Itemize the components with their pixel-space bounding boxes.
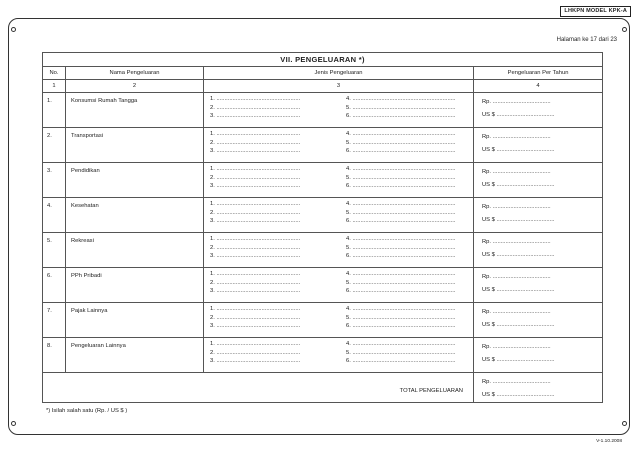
binder-hole-icon: [11, 27, 16, 32]
amount-usd-field[interactable]: US $ ....................................: [482, 322, 555, 328]
expense-type-line[interactable]: 5. ................................................................: [346, 104, 456, 111]
expense-type-line[interactable]: 3. ....................................................: [210, 253, 301, 260]
expense-type-line[interactable]: 1. ....................................................: [210, 201, 301, 207]
amount-usd-field[interactable]: US $ ....................................: [482, 217, 555, 223]
annual-amount-cell: [474, 128, 603, 163]
table-row: [43, 93, 603, 128]
expense-name: PPh Pribadi: [66, 268, 204, 303]
expense-types-cell: [204, 163, 474, 198]
column-header-type: Jenis Pengeluaran: [204, 67, 474, 80]
expense-type-line[interactable]: 1. ....................................................: [210, 166, 301, 172]
expense-type-line[interactable]: 4. ................................................................: [346, 166, 456, 172]
expense-type-line[interactable]: 3. ....................................................: [210, 323, 301, 330]
row-number: 6.: [43, 268, 66, 303]
row-number: 3.: [43, 163, 66, 198]
table-row: [43, 128, 603, 163]
annual-amount-cell: [474, 198, 603, 233]
expense-type-line[interactable]: 2. ....................................................: [210, 244, 301, 251]
expense-type-line[interactable]: 4. ................................................................: [346, 131, 456, 137]
amount-rp-field[interactable]: Rp. ....................................: [482, 344, 551, 350]
section-title-row: [43, 53, 603, 67]
expense-type-line[interactable]: 6. ................................................................: [346, 253, 456, 260]
expense-name: Konsumsi Rumah Tangga: [66, 93, 204, 128]
binder-hole-icon: [11, 421, 16, 426]
table-row: [43, 338, 603, 373]
amount-usd-field[interactable]: US $ ....................................: [482, 112, 555, 118]
expense-type-line[interactable]: 4. ................................................................: [346, 96, 456, 102]
total-row: [43, 373, 603, 403]
column-header-annual: Pengeluaran Per Tahun: [474, 67, 603, 80]
page-number: Halaman ke 17 dari 23: [556, 37, 617, 43]
column-number: 4: [474, 80, 603, 93]
column-header-name: Nama Pengeluaran: [66, 67, 204, 80]
table-row: [43, 233, 603, 268]
annual-amount-cell: [474, 163, 603, 198]
expense-type-line[interactable]: 3. ....................................................: [210, 113, 301, 120]
expense-type-line[interactable]: 5. ................................................................: [346, 209, 456, 216]
expense-type-line[interactable]: 4. ................................................................: [346, 236, 456, 242]
expense-type-line[interactable]: 1. ....................................................: [210, 236, 301, 242]
expense-types-cell: [204, 128, 474, 163]
expense-type-line[interactable]: 6. ................................................................: [346, 288, 456, 295]
row-number: 4.: [43, 198, 66, 233]
amount-usd-field[interactable]: US $ ....................................: [482, 182, 555, 188]
annual-amount-cell: [474, 303, 603, 338]
expense-name: Pengeluaran Lainnya: [66, 338, 204, 373]
version-code: V-1.10.2008: [596, 439, 622, 444]
form-model-badge: LHKPN MODEL KPK-A: [560, 6, 631, 17]
expense-type-line[interactable]: 2. ....................................................: [210, 104, 301, 111]
expense-type-line[interactable]: 4. ................................................................: [346, 341, 456, 347]
table-row: [43, 268, 603, 303]
expense-type-line[interactable]: 1. ....................................................: [210, 306, 301, 312]
expense-type-line[interactable]: 5. ................................................................: [346, 244, 456, 251]
expense-type-line[interactable]: 1. ....................................................: [210, 96, 301, 102]
annual-amount-cell: [474, 93, 603, 128]
expense-type-line[interactable]: 5. ................................................................: [346, 139, 456, 146]
expense-types-cell: [204, 338, 474, 373]
column-number: 1: [43, 80, 66, 93]
annual-amount-cell: [474, 233, 603, 268]
expense-type-line[interactable]: 2. ....................................................: [210, 279, 301, 286]
amount-usd-field[interactable]: US $ ....................................: [482, 252, 555, 258]
column-header-no: No.: [43, 67, 66, 80]
expense-types-cell: [204, 198, 474, 233]
annual-amount-cell: [474, 338, 603, 373]
amount-rp-field[interactable]: Rp. ....................................: [482, 239, 551, 245]
binder-hole-icon: [622, 27, 627, 32]
expense-type-line[interactable]: 3. ....................................................: [210, 183, 301, 190]
expenditure-table: [42, 52, 603, 403]
amount-rp-field[interactable]: Rp. ....................................: [482, 134, 551, 140]
expense-type-line[interactable]: 4. ................................................................: [346, 306, 456, 312]
column-number: 2: [66, 80, 204, 93]
expense-type-line[interactable]: 3. ....................................................: [210, 148, 301, 155]
expense-type-line[interactable]: 6. ................................................................: [346, 183, 456, 190]
expense-type-line[interactable]: 6. ................................................................: [346, 323, 456, 330]
total-amount-cell: [474, 373, 603, 403]
expense-type-line[interactable]: 5. ................................................................: [346, 279, 456, 286]
amount-usd-field[interactable]: US $ ....................................: [482, 287, 555, 293]
expense-type-line[interactable]: 1. ....................................................: [210, 271, 301, 277]
row-number: 5.: [43, 233, 66, 268]
amount-rp-field[interactable]: Rp. ....................................: [482, 99, 551, 105]
section-title: VII. PENGELUARAN *): [43, 53, 603, 67]
annual-amount-cell: [474, 268, 603, 303]
expense-type-line[interactable]: 5. ................................................................: [346, 314, 456, 321]
amount-usd-field[interactable]: US $ ....................................: [482, 357, 555, 363]
expense-types-cell: [204, 93, 474, 128]
row-number: 1.: [43, 93, 66, 128]
row-number: 7.: [43, 303, 66, 338]
expense-type-line[interactable]: 6. ................................................................: [346, 358, 456, 365]
expense-name: Pendidikan: [66, 163, 204, 198]
expense-name: Transportasi: [66, 128, 204, 163]
expense-types-cell: [204, 233, 474, 268]
expense-name: Rekreasi: [66, 233, 204, 268]
expense-type-line[interactable]: 2. ....................................................: [210, 139, 301, 146]
expense-name: Kesehatan: [66, 198, 204, 233]
table-row: [43, 163, 603, 198]
total-usd-field[interactable]: US $ ....................................: [482, 392, 555, 398]
expense-type-line[interactable]: 6. ................................................................: [346, 148, 456, 155]
expense-type-line[interactable]: 2. ....................................................: [210, 349, 301, 356]
column-number: 3: [204, 80, 474, 93]
expense-type-line[interactable]: 4. ................................................................: [346, 201, 456, 207]
total-rp-field[interactable]: Rp. ....................................: [482, 379, 551, 385]
expense-type-line[interactable]: 6. ................................................................: [346, 113, 456, 120]
column-header-row: [43, 67, 603, 80]
table-row: [43, 198, 603, 233]
footnote: *) Isilah salah satu (Rp. / US $ ): [46, 408, 128, 414]
expense-type-line[interactable]: 5. ................................................................: [346, 174, 456, 181]
expense-type-line[interactable]: 5. ................................................................: [346, 349, 456, 356]
expense-types-cell: [204, 268, 474, 303]
expense-type-line[interactable]: 3. ....................................................: [210, 218, 301, 225]
amount-usd-field[interactable]: US $ ....................................: [482, 147, 555, 153]
expense-type-line[interactable]: 4. ................................................................: [346, 271, 456, 277]
expense-type-line[interactable]: 1. ....................................................: [210, 131, 301, 137]
binder-hole-icon: [622, 421, 627, 426]
amount-rp-field[interactable]: Rp. ....................................: [482, 309, 551, 315]
column-number-row: [43, 80, 603, 93]
expense-types-cell: [204, 303, 474, 338]
expense-type-line[interactable]: 3. ....................................................: [210, 288, 301, 295]
expense-type-line[interactable]: 3. ....................................................: [210, 358, 301, 365]
expense-type-line[interactable]: 2. ....................................................: [210, 314, 301, 321]
expense-type-line[interactable]: 2. ....................................................: [210, 209, 301, 216]
amount-rp-field[interactable]: Rp. ....................................: [482, 204, 551, 210]
row-number: 2.: [43, 128, 66, 163]
table-row: [43, 303, 603, 338]
expense-type-line[interactable]: 6. ................................................................: [346, 218, 456, 225]
expense-type-line[interactable]: 2. ....................................................: [210, 174, 301, 181]
expense-type-line[interactable]: 1. ....................................................: [210, 341, 301, 347]
expense-name: Pajak Lainnya: [66, 303, 204, 338]
total-label: TOTAL PENGELUARAN: [43, 373, 474, 403]
amount-rp-field[interactable]: Rp. ....................................: [482, 274, 551, 280]
row-number: 8.: [43, 338, 66, 373]
amount-rp-field[interactable]: Rp. ....................................: [482, 169, 551, 175]
